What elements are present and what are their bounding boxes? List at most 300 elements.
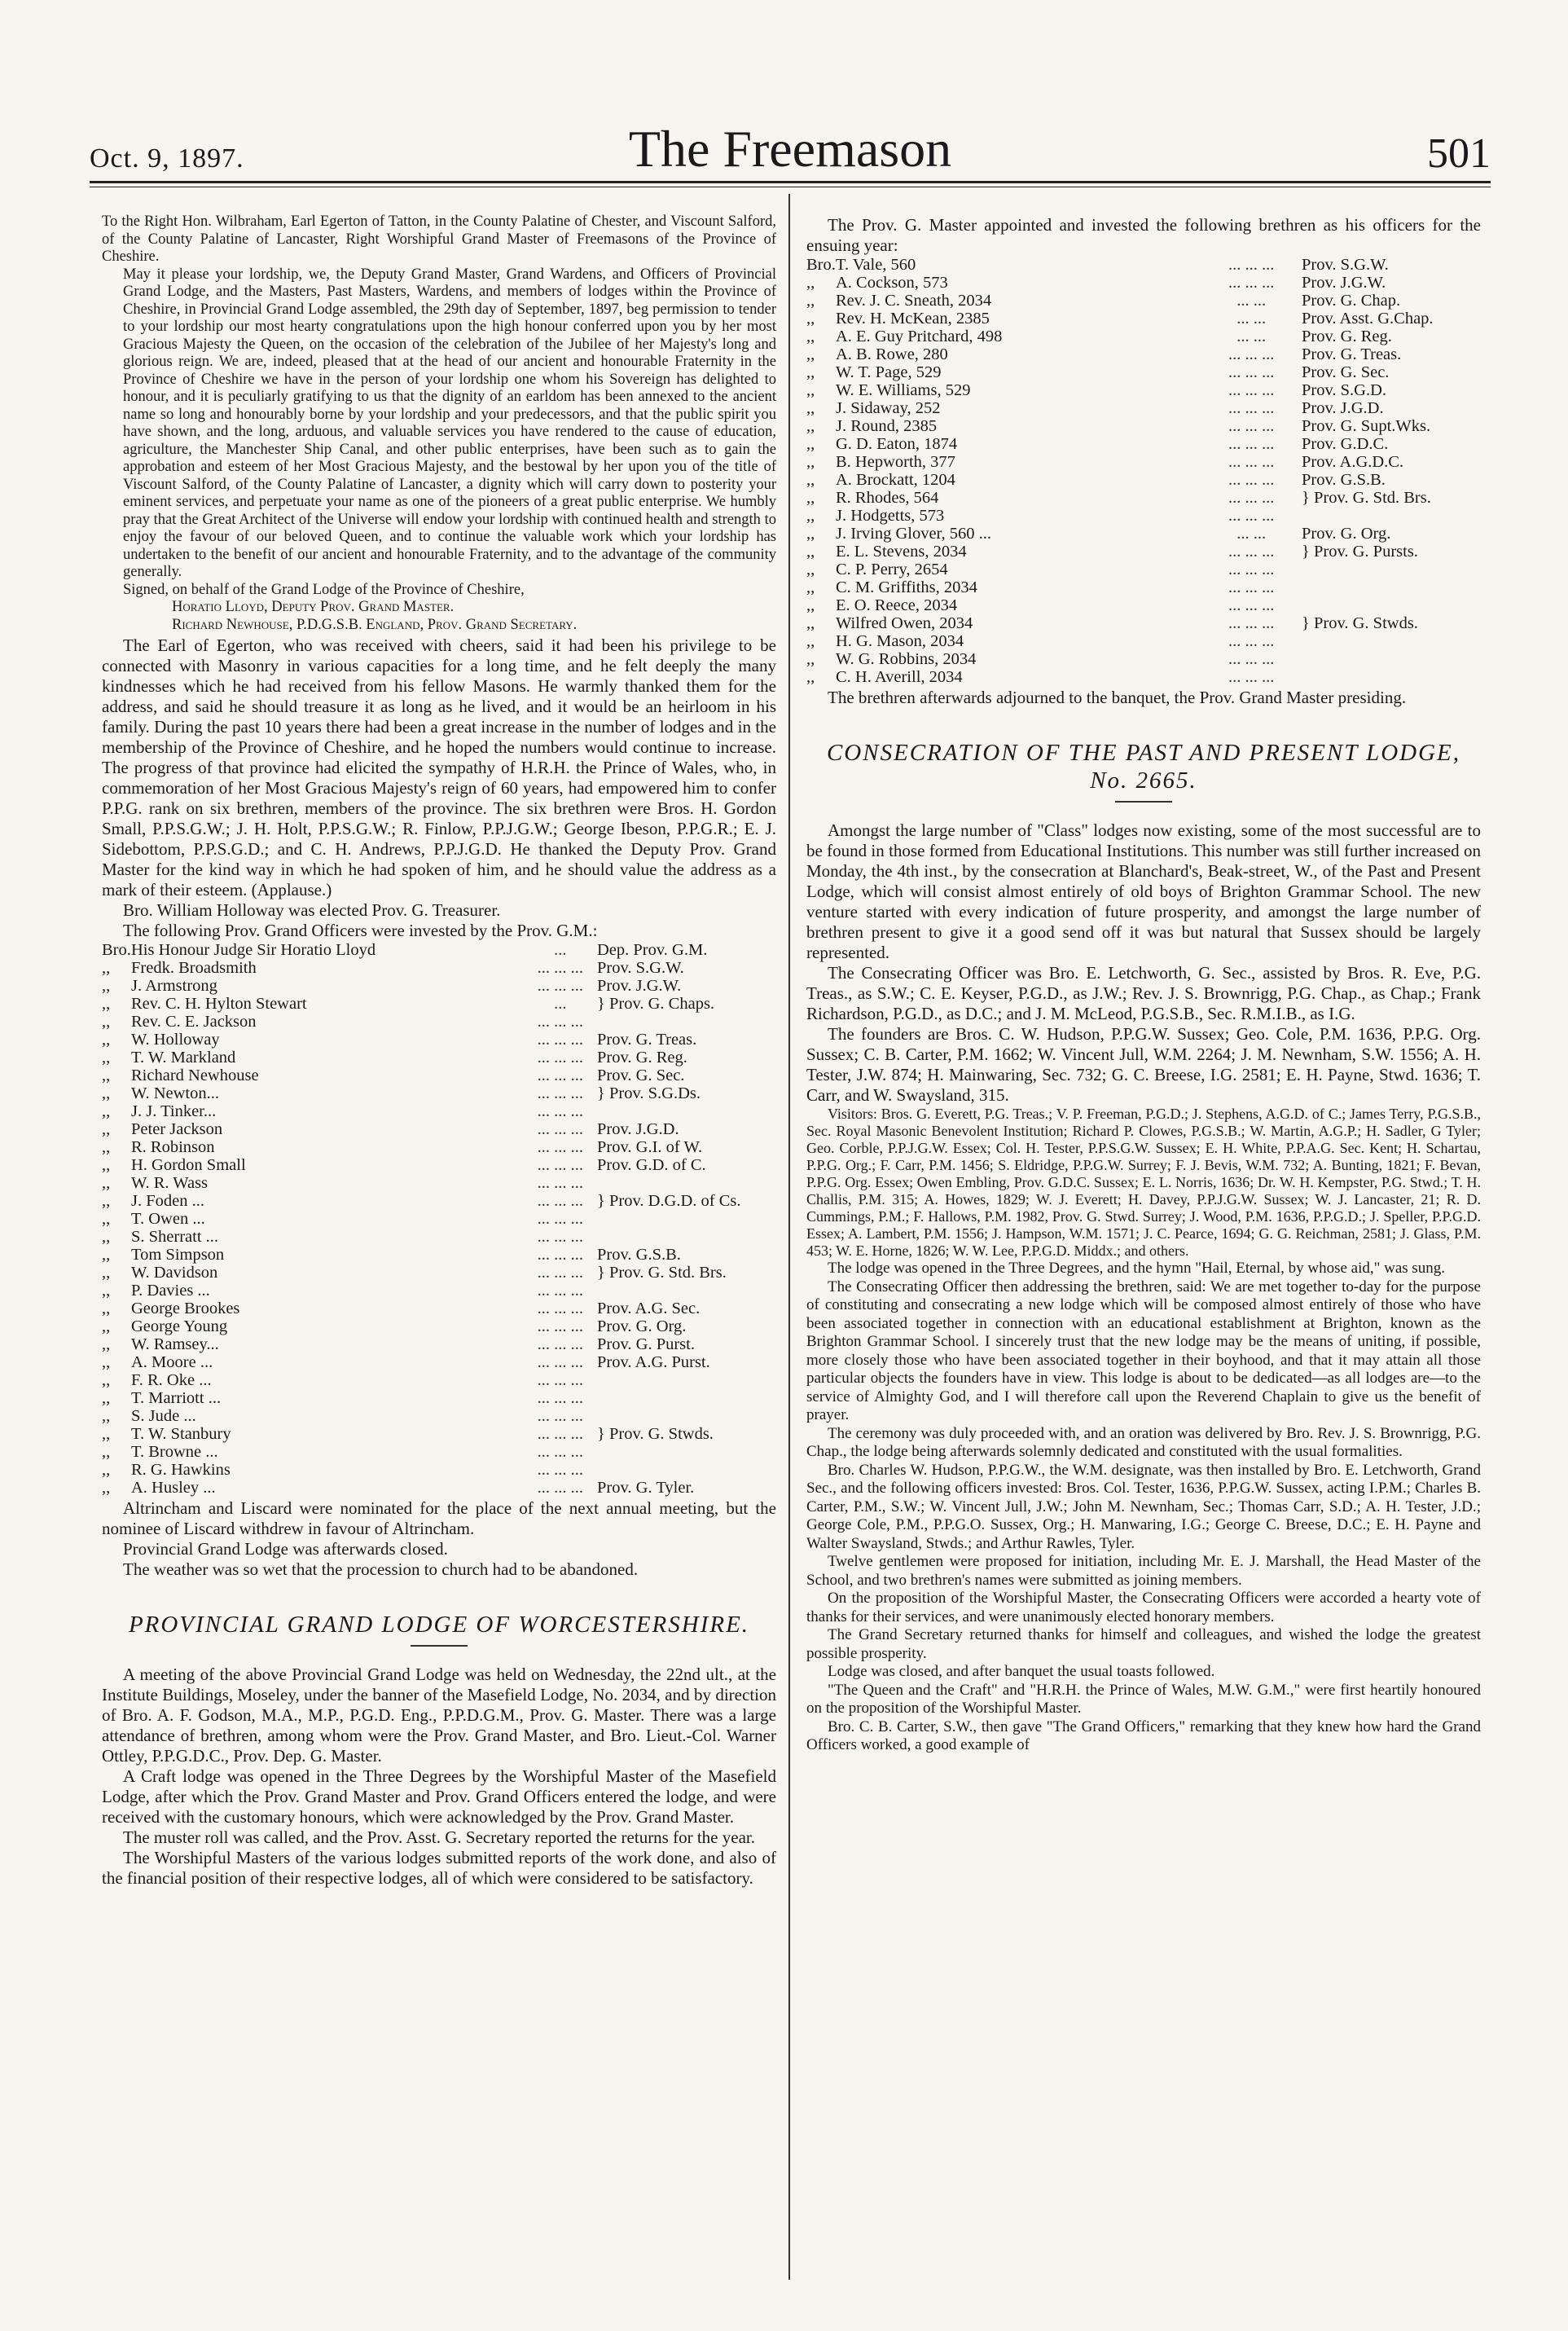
officer-prefix: ,, bbox=[102, 1049, 111, 1067]
officer-office bbox=[597, 1210, 776, 1228]
address-body: May it please your lordship, we, the Deputy Grand Master, Grand Wardens, and Officers of Provincial Grand Lodge, and the Masters, Past Masters, Wardens, and members of lodges within the Province of Cheshire, in Provincial Grand Lodge assembled, the 29th day of September, 1897, beg permission to tender to your lordship our most hearty congratulations upon the high honour conferred upon you by her most Gracious Majesty the Queen, on the occasion of the celebration of the Jubilee of her Majesty's long and glorious reign. We are, indeed, pleased that at the head of our ancient and honourable Fraternity in the Province of Cheshire we have in the person of your lordship one whom his Sovereign has delighted to honour, and it is peculiarly gratifying to us that the dignity of an earldom has been annexed to the ancient name so long and honourably borne by your lordship and your predecessors, and that the public spirit you have shown, and the long, arduous, and valuable services you have rendered to the cause of education, agriculture, the Manchester Ship Canal, and other public enterprises, have been such as to gain the approbation and esteem of her Most Gracious Majesty, and the bestowal by her upon you of the title of Viscount Salford, of the County Palatine of Lancaster, a dignity which will carry down to posterity your eminent services, and perpetuate your name as one of the pioneers of a great public enterprise. We humbly pray that the Great Architect of the Universe will endow your lordship with continued health and strength to enjoy the favour of our beloved Queen, and to continue the valuable work which your lordship has undertaken to the benefit of our ancient and honourable Fraternity, and to the advantage of the community generally. bbox=[123, 266, 776, 580]
paragraph: Altrincham and Liscard were nominated for the place of the next annual meeting, but the nominee of Liscard withdrew in favour of Altrincham. bbox=[102, 1498, 776, 1538]
officer-dots: ... ... ... bbox=[537, 1246, 583, 1264]
officer-office: } Prov. G. Stwds. bbox=[597, 1425, 714, 1443]
paragraph: On the proposition of the Worshipful Master, the Consecrating Officers were accorded a hearty vote of thanks for their services, and were unanimously elected honorary members. bbox=[806, 1590, 1481, 1625]
officer-office bbox=[597, 1371, 776, 1389]
officer-name: J. J. Tinker... bbox=[131, 1102, 217, 1120]
address-signatures bbox=[102, 582, 776, 635]
worcester-officers-table bbox=[806, 256, 1481, 686]
officer-row bbox=[806, 399, 1481, 417]
officer-row bbox=[806, 507, 1481, 525]
officer-prefix: ,, bbox=[102, 977, 111, 995]
officer-prefix: ,, bbox=[102, 1264, 111, 1282]
officer-office: Prov. J.G.W. bbox=[597, 977, 682, 995]
officer-office: Prov. J.G.D. bbox=[597, 1120, 679, 1138]
officer-office: Prov. G. Treas. bbox=[1302, 345, 1402, 363]
officer-prefix: ,, bbox=[102, 1174, 111, 1192]
officer-dots: ... ... ... bbox=[537, 1282, 583, 1300]
officer-name: C. M. Griffiths, 2034 bbox=[836, 578, 977, 596]
cheshire-address bbox=[102, 213, 776, 582]
paragraph: The lodge was opened in the Three Degrees, and the hymn "Hail, Eternal, by whose aid," was sung. bbox=[828, 1260, 1446, 1277]
officer-office: Prov. G.S.B. bbox=[1302, 471, 1386, 489]
officer-row bbox=[806, 614, 1481, 632]
officer-prefix: ,, bbox=[806, 399, 815, 417]
officer-name: S. Jude ... bbox=[131, 1407, 196, 1425]
officer-row bbox=[102, 1138, 776, 1156]
paragraph: Bro. C. B. Carter, S.W., then gave "The Grand Officers," remarking that they knew how hard the Grand Officers worked, a good example of bbox=[806, 1717, 1481, 1753]
officer-office: Prov. G.S.B. bbox=[597, 1246, 681, 1264]
officer-dots: ... ... ... bbox=[1228, 561, 1275, 578]
officer-prefix: ,, bbox=[102, 1246, 111, 1264]
officer-dots: ... ... bbox=[1236, 292, 1267, 310]
officer-name: T. Vale, 560 bbox=[836, 256, 916, 274]
officer-row bbox=[102, 1282, 776, 1300]
officer-row bbox=[102, 1443, 776, 1461]
officer-name: J. Irving Glover, 560 ... bbox=[836, 525, 992, 543]
officer-name: P. Davies ... bbox=[131, 1282, 210, 1300]
officer-dots: ... ... ... bbox=[537, 959, 583, 977]
officer-prefix: ,, bbox=[102, 1031, 111, 1049]
officer-office bbox=[1302, 561, 1481, 578]
officer-dots: ... bbox=[554, 995, 567, 1013]
issue-date: Oct. 9, 1897. bbox=[90, 143, 244, 174]
officer-row bbox=[806, 471, 1481, 489]
officer-office: } Prov. G. Std. Brs. bbox=[1302, 489, 1431, 507]
officer-office: Prov. G. Purst. bbox=[597, 1335, 695, 1353]
officer-name: B. Hepworth, 377 bbox=[836, 453, 955, 471]
officer-name: A. B. Rowe, 280 bbox=[836, 345, 948, 363]
officer-prefix: ,, bbox=[806, 525, 815, 543]
officer-dots: ... ... ... bbox=[537, 1479, 583, 1497]
officer-name: H. G. Mason, 2034 bbox=[836, 632, 964, 650]
officer-name: T. W. Stanbury bbox=[131, 1425, 231, 1443]
officer-prefix: ,, bbox=[102, 1407, 111, 1425]
officer-dots: ... ... bbox=[1236, 310, 1267, 328]
appointed-intro-block bbox=[806, 215, 1481, 256]
officer-dots: ... ... bbox=[1236, 328, 1267, 345]
paragraph: The Consecrating Officer then addressing the brethren, said: We are met together to-day for the purpose of constituting and consecrating a new lodge which will be composed almost entirely of those who have been associated together in connection with an educational establishment at Brighton, known as the Brighton Grammar School. I sincerely trust that the new lodge may be the means of uniting, if possible, more closely those who have been associated together in their boyhood, and that it may attain all those particular objects the founders have in view. This lodge is about to be dedicated—as all lodges are—to the service of Almighty God, and I will therefore call upon the Reverend Chaplain to give us the benefit of prayer. bbox=[806, 1278, 1481, 1423]
visitors-paragraph: Visitors: Bros. G. Everett, P.G. Treas.; V. P. Freeman, P.G.D.; J. Stephens, A.G.D. of C.; James Terry, P.G.S.B., Sec. Royal Masonic Benevolent Institution; Richard P. Clowes, P.G.S.B.; W. Martin, A.G.P.; H. Sadler, G Tyler; Geo. Corble, P.P.J.G.W. Essex; Col. H. Tester, P.P.S.G.W. Sussex; E. H. White, P.P.A.G. Sec. Kent; H. Schartau, P.P.G. Org.; F. Carr, P.M. 1456; S. Eldridge, P.P.G.W. Surrey; F. J. Bevis, W.M. 732; A. Bunting, 1821; F. Bevan, P.P.G. Org. Essex; Owen Embling, Prov. G.D.C. Sussex; E. L. Norris, 1636; Dr. W. H. Kempster, P.G. Stwd.; T. H. Challis, P.M. 315; A. Howes, 1829; W. J. Everett; H. Davey, P.P.J.G.W. Sussex; W. J. Lancaster, 21; R. D. Cummings, P.M.; F. Hallows, P.M. 1982, Prov. G. Stwd. Surrey; J. Wood, P.M. 1636, P.P.G.D.; J. Speller, P.P.G.D. Essex; A. Lambert, P.M. 1556; J. Hampson, W.M. 1571; J. C. Pearce, 1694; G. G. Reichman, 2581; J. Glass, P.M. 453; W. E. Horne, 1826; W. W. Lee, P.P.G.D. Middx.; and others. bbox=[806, 1106, 1481, 1259]
officer-name: Fredk. Broadsmith bbox=[131, 959, 257, 977]
worcester-report bbox=[102, 1665, 776, 1889]
officer-name: Rev. J. C. Sneath, 2034 bbox=[836, 292, 992, 310]
reply-section bbox=[102, 636, 776, 941]
officer-row bbox=[806, 650, 1481, 668]
officer-office: } Prov. G. Stwds. bbox=[1302, 614, 1418, 632]
officer-prefix: ,, bbox=[102, 995, 111, 1013]
officer-row bbox=[102, 1425, 776, 1443]
officer-row bbox=[806, 292, 1481, 310]
officer-dots: ... ... ... bbox=[1228, 543, 1275, 561]
officer-office: Prov. S.G.D. bbox=[1302, 381, 1387, 399]
officer-dots: ... ... ... bbox=[537, 1156, 583, 1174]
officer-office bbox=[597, 1102, 776, 1120]
officer-dots: ... ... ... bbox=[537, 1300, 583, 1317]
officer-row bbox=[102, 977, 776, 995]
signature-line: Horatio Lloyd, Deputy Prov. Grand Master. bbox=[172, 599, 455, 615]
officer-office bbox=[1302, 507, 1481, 525]
column-divider bbox=[788, 194, 790, 2280]
officer-name: W. Newton... bbox=[131, 1084, 219, 1102]
officer-name: E. L. Stevens, 2034 bbox=[836, 543, 967, 561]
officer-office: Prov. G. Supt.Wks. bbox=[1302, 417, 1431, 435]
officer-dots: ... ... ... bbox=[1228, 668, 1275, 686]
officer-row bbox=[806, 417, 1481, 435]
treasurer-note: Bro. William Holloway was elected Prov. G. Treasurer. bbox=[123, 900, 501, 920]
officer-prefix: ,, bbox=[806, 345, 815, 363]
officer-row bbox=[806, 543, 1481, 561]
officer-office: Prov. G. Org. bbox=[1302, 525, 1391, 543]
officer-row bbox=[102, 1246, 776, 1264]
officer-dots: ... ... ... bbox=[537, 1013, 583, 1031]
officer-row bbox=[806, 668, 1481, 686]
officer-dots: ... ... ... bbox=[537, 1425, 583, 1443]
officer-dots: ... ... ... bbox=[537, 1031, 583, 1049]
officer-office: Prov. S.G.W. bbox=[1302, 256, 1389, 274]
after-appointed bbox=[806, 688, 1481, 708]
officer-office bbox=[1302, 668, 1481, 686]
officer-prefix: ,, bbox=[806, 489, 815, 507]
paragraph: Lodge was closed, and after banquet the usual toasts followed. bbox=[828, 1663, 1215, 1680]
officer-office: } Prov. D.G.D. of Cs. bbox=[597, 1192, 741, 1210]
officer-row bbox=[806, 453, 1481, 471]
officer-prefix: ,, bbox=[102, 1084, 111, 1102]
officer-prefix: ,, bbox=[806, 561, 815, 578]
earl-reply: The Earl of Egerton, who was received with cheers, said it had been his privilege to be connected with Masonry in various capacities for a long time, and he felt deeply the many kindnesses which he had received from his fellow Masons. He warmly thanked them for the address, and said he should treasure it as long as he lived, and it would be an heirloom in his family. During the past 10 years there had been a great increase in the number of lodges and in the membership of the Province of Cheshire, and he hoped the numbers would continue to increase. The progress of that province had elicited the sympathy of H.R.H. the Prince of Wales, who, in commemoration of her Most Gracious Majesty's reign of 60 years, had empowered him to confer P.P.G. rank on six brethren, members of the province. The six brethren were Bros. H. Gordon Small, P.P.S.G.W.; J. H. Holt, P.P.S.G.W.; R. Finlow, P.P.J.G.W.; George Ibeson, P.P.G.R.; E. J. Sidebottom, P.P.S.G.D.; and C. H. Andrews, P.P.J.G.D. He thanked the Deputy Prov. Grand Master for the kind way in which he had spoken of him, and he should value the address as a mark of their esteem. (Applause.) bbox=[102, 636, 776, 899]
officer-name: C. H. Averill, 2034 bbox=[836, 668, 963, 686]
officer-prefix: ,, bbox=[102, 1282, 111, 1300]
officer-prefix: ,, bbox=[806, 543, 815, 561]
worcester-heading: PROVINCIAL GRAND LODGE OF WORCESTERSHIRE. bbox=[128, 1612, 750, 1638]
officer-prefix: ,, bbox=[102, 959, 111, 977]
officer-name: J. Foden ... bbox=[131, 1192, 204, 1210]
officer-dots: ... ... ... bbox=[1228, 650, 1275, 668]
officer-office bbox=[1302, 596, 1481, 614]
officer-row bbox=[102, 1353, 776, 1371]
officer-office: Prov. G.D.C. bbox=[1302, 435, 1389, 453]
officer-dots: ... ... ... bbox=[1228, 435, 1275, 453]
officer-row bbox=[806, 435, 1481, 453]
officer-prefix: ,, bbox=[102, 1156, 111, 1174]
officer-row bbox=[102, 1335, 776, 1353]
officer-row bbox=[102, 995, 776, 1013]
consecration-report bbox=[806, 820, 1481, 1106]
officer-dots: ... ... ... bbox=[537, 977, 583, 995]
paragraph: Amongst the large number of "Class" lodges now existing, some of the most successful are to be found in those formed from Educational Institutions. This number was still further increased on Monday, the 4th inst., by the consecration at Blanchard's, Beak-street, W., of the Past and Present Lodge, which will consist almost entirely of old boys of Brighton Grammar School. The new venture started with every indication of future prosperity, and amongst the large number of brethren present to give it a good send off it was but natural that Sussex should be largely represented. bbox=[806, 820, 1481, 962]
officer-office: Prov. G.I. of W. bbox=[597, 1138, 703, 1156]
officer-dots: ... ... bbox=[1236, 525, 1267, 543]
officer-office: Prov. A.G. Purst. bbox=[597, 1353, 710, 1371]
officer-name: Rev. C. H. Hylton Stewart bbox=[131, 995, 307, 1013]
officer-office: Prov. S.G.W. bbox=[597, 959, 684, 977]
officer-prefix: ,, bbox=[806, 363, 815, 381]
officer-office: Dep. Prov. G.M. bbox=[597, 941, 708, 959]
officer-dots: ... ... ... bbox=[537, 1174, 583, 1192]
signature-line: Signed, on behalf of the Grand Lodge of the Province of Cheshire, bbox=[123, 581, 525, 598]
officer-row bbox=[102, 1084, 776, 1102]
officer-dots: ... ... ... bbox=[1228, 274, 1275, 292]
officer-office bbox=[1302, 650, 1481, 668]
officer-office: Prov. G. Reg. bbox=[1302, 328, 1392, 345]
officer-office: Prov. J.G.D. bbox=[1302, 399, 1384, 417]
officer-prefix: ,, bbox=[806, 417, 815, 435]
officer-row bbox=[102, 1013, 776, 1031]
officer-name: E. O. Reece, 2034 bbox=[836, 596, 958, 614]
officer-dots: ... bbox=[554, 941, 567, 959]
officer-dots: ... ... ... bbox=[537, 1210, 583, 1228]
officer-dots: ... ... ... bbox=[537, 1264, 583, 1282]
officer-prefix: ,, bbox=[102, 1120, 111, 1138]
officer-office bbox=[597, 1461, 776, 1479]
officer-dots: ... ... ... bbox=[1228, 596, 1275, 614]
officer-row bbox=[102, 1317, 776, 1335]
officer-row bbox=[806, 274, 1481, 292]
officer-office bbox=[597, 1407, 776, 1425]
paragraph: The founders are Bros. C. W. Hudson, P.P.G.W. Sussex; Geo. Cole, P.M. 1636, P.P.G. Org. Sussex; C. B. Carter, P.M. 1662; W. Vincent Jull, W.M. 2264; J. M. Newnham, S.W. 1556; A. H. Tester, J.W. 874; H. Mainwaring, Sec. 732; G. C. Breese, I.G. 2581; E. H. Payne, Stwd. 1636; T. Carr, and W. Swaysland, 315. bbox=[806, 1024, 1481, 1105]
officers-intro: The following Prov. Grand Officers were invested by the Prov. G.M.: bbox=[123, 921, 598, 940]
officer-prefix: ,, bbox=[102, 1067, 111, 1084]
officer-row bbox=[102, 1407, 776, 1425]
officer-row bbox=[102, 1300, 776, 1317]
officer-row bbox=[102, 1371, 776, 1389]
heading-rule bbox=[1115, 801, 1172, 803]
appointed-intro: The Prov. G. Master appointed and invested the following brethren as his officers for the ensuing year: bbox=[806, 215, 1481, 255]
left-column bbox=[102, 213, 776, 1889]
officer-dots: ... ... ... bbox=[537, 1067, 583, 1084]
officer-office: Prov. G. Sec. bbox=[597, 1067, 685, 1084]
officer-office: Prov. A.G. Sec. bbox=[597, 1300, 701, 1317]
paragraph: The ceremony was duly proceeded with, and an oration was delivered by Bro. Rev. J. S. Brownrigg, P.G. Chap., the lodge being afterwards solemnly dedicated and constituted with the usual formalities. bbox=[806, 1424, 1481, 1460]
officer-row bbox=[102, 959, 776, 977]
officer-office bbox=[597, 1013, 776, 1031]
officer-name: A. Husley ... bbox=[131, 1479, 216, 1497]
visitors-list bbox=[806, 1106, 1481, 1260]
paragraph: Twelve gentlemen were proposed for initiation, including Mr. E. J. Marshall, the Head Master of the School, and two brethren's names were submitted as joining members. bbox=[806, 1553, 1481, 1589]
officer-prefix: ,, bbox=[102, 1013, 111, 1031]
officer-dots: ... ... ... bbox=[537, 1120, 583, 1138]
officer-dots: ... ... ... bbox=[1228, 417, 1275, 435]
officer-row bbox=[806, 363, 1481, 381]
officer-office: Prov. Asst. G.Chap. bbox=[1302, 310, 1434, 328]
officer-name: G. D. Eaton, 1874 bbox=[836, 435, 958, 453]
officer-row bbox=[806, 632, 1481, 650]
page-number: 501 bbox=[1427, 130, 1491, 177]
officer-row bbox=[102, 941, 776, 959]
officer-name: A. Cockson, 573 bbox=[836, 274, 948, 292]
officer-dots: ... ... ... bbox=[1228, 399, 1275, 417]
officer-office bbox=[1302, 632, 1481, 650]
officer-prefix: Bro. bbox=[102, 941, 131, 959]
officer-prefix: ,, bbox=[806, 507, 815, 525]
officer-row bbox=[102, 1389, 776, 1407]
officer-dots: ... ... ... bbox=[1228, 489, 1275, 507]
officer-name: W. T. Page, 529 bbox=[836, 363, 942, 381]
officer-office bbox=[597, 1443, 776, 1461]
officer-row bbox=[102, 1031, 776, 1049]
officer-prefix: ,, bbox=[102, 1443, 111, 1461]
officer-dots: ... ... ... bbox=[537, 1389, 583, 1407]
officer-row bbox=[806, 328, 1481, 345]
officer-dots: ... ... ... bbox=[537, 1102, 583, 1120]
officer-prefix: ,, bbox=[806, 578, 815, 596]
officer-name: Rev. C. E. Jackson bbox=[131, 1013, 257, 1031]
officer-prefix: ,, bbox=[806, 668, 815, 686]
officer-name: W. Davidson bbox=[131, 1264, 218, 1282]
officer-dots: ... ... ... bbox=[537, 1049, 583, 1067]
officer-office: Prov. G. Org. bbox=[597, 1317, 687, 1335]
officer-name: His Honour Judge Sir Horatio Lloyd bbox=[131, 941, 376, 959]
officer-prefix: ,, bbox=[102, 1479, 111, 1497]
officer-dots: ... ... ... bbox=[537, 1317, 583, 1335]
officer-name: George Brookes bbox=[131, 1300, 240, 1317]
officer-row bbox=[806, 381, 1481, 399]
officer-name: W. E. Williams, 529 bbox=[836, 381, 971, 399]
officer-dots: ... ... ... bbox=[1228, 578, 1275, 596]
officer-name: T. Owen ... bbox=[131, 1210, 205, 1228]
officer-prefix: ,, bbox=[102, 1138, 111, 1156]
officer-dots: ... ... ... bbox=[1228, 632, 1275, 650]
officer-row bbox=[102, 1479, 776, 1497]
paragraph: A meeting of the above Provincial Grand Lodge was held on Wednesday, the 22nd ult., at the Institute Buildings, Moseley, under the banner of the Masefield Lodge, No. 2034, and by direction of Bro. A. F. Godson, M.A., M.P., P.G.D. Eng., P.P.D.G.M., Prov. G. Master. There was a large attendance of brethren, among whom were the Prov. Grand Master, and Bro. Lieut.-Col. Warner Ottley, P.P.G.D.C., Prov. Dep. G. Master. bbox=[102, 1665, 776, 1766]
officer-name: A. E. Guy Pritchard, 498 bbox=[836, 328, 1003, 345]
officer-name: R. Rhodes, 564 bbox=[836, 489, 939, 507]
officer-name: Peter Jackson bbox=[131, 1120, 223, 1138]
officer-office bbox=[597, 1282, 776, 1300]
officer-office bbox=[597, 1174, 776, 1192]
officer-prefix: ,, bbox=[102, 1300, 111, 1317]
officer-prefix: ,, bbox=[806, 614, 815, 632]
officer-name: George Young bbox=[131, 1317, 228, 1335]
officer-prefix: ,, bbox=[806, 596, 815, 614]
masthead-rule-thick bbox=[90, 181, 1491, 183]
officer-office: } Prov. G. Pursts. bbox=[1302, 543, 1418, 561]
officer-prefix: ,, bbox=[102, 1228, 111, 1246]
officer-dots: ... ... ... bbox=[537, 1228, 583, 1246]
officer-row bbox=[806, 310, 1481, 328]
officer-prefix: ,, bbox=[102, 1353, 111, 1371]
consecration-heading: CONSECRATION OF THE PAST AND PRESENT LODGE, No. 2665. bbox=[826, 740, 1461, 794]
officer-dots: ... ... ... bbox=[537, 1084, 583, 1102]
officer-row bbox=[806, 489, 1481, 507]
officer-row bbox=[102, 1067, 776, 1084]
paragraph: "The Queen and the Craft" and "H.R.H. the Prince of Wales, M.W. G.M.," were first heartily honoured on the proposition of the Worshipful Master. bbox=[806, 1681, 1481, 1717]
officer-row bbox=[806, 525, 1481, 543]
officer-dots: ... ... ... bbox=[1228, 453, 1275, 471]
cheshire-officers-table bbox=[102, 941, 776, 1497]
officer-row bbox=[102, 1461, 776, 1479]
officer-prefix: ,, bbox=[102, 1335, 111, 1353]
right-column bbox=[806, 213, 1481, 1755]
address-salutation: To the Right Hon. Wilbraham, Earl Egerton of Tatton, in the County Palatine of Chester, and Viscount Salford, of the County Palatine of Lancaster, Right Worshipful Grand Master of Freemasons of the Province of Cheshire. bbox=[102, 213, 776, 265]
officer-name: A. Brockatt, 1204 bbox=[836, 471, 955, 489]
officer-prefix: ,, bbox=[102, 1371, 111, 1389]
officer-name: T. W. Markland bbox=[131, 1049, 236, 1067]
officer-row bbox=[102, 1174, 776, 1192]
paragraph: The Worshipful Masters of the various lodges submitted reports of the work done, and also of the financial position of their respective lodges, all of which were considered to be satisfactory. bbox=[102, 1848, 776, 1888]
officer-row bbox=[806, 256, 1481, 274]
officer-prefix: ,, bbox=[102, 1192, 111, 1210]
officer-office: Prov. G.D. of C. bbox=[597, 1156, 706, 1174]
officer-name: J. Round, 2385 bbox=[836, 417, 938, 435]
heading-rule bbox=[411, 1645, 468, 1647]
paragraph: Bro. Charles W. Hudson, P.P.G.W., the W.M. designate, was then installed by Bro. E. Letchworth, Grand Sec., and the following officers invested: Bros. Col. Tester, 1636, P.P.G.W. Sussex, acting I.P.M.; Charles B. Carter, P.M., S.W.; W. Vincent Jull, J.W.; John M. Newnham, Sec.; Thomas Carr, S.D.; A. H. Tester, J.D.; George Cole, P.M., P.P.G.O. Sussex, Org.; H. Manwaring, I.G.; George C. Breese, D.C.; E. H. Payne and Walter Swaysland, Stwds.; and Arthur Rawles, Tyler. bbox=[806, 1461, 1481, 1552]
officer-dots: ... ... ... bbox=[537, 1335, 583, 1353]
officer-dots: ... ... ... bbox=[537, 1353, 583, 1371]
after-officers bbox=[102, 1498, 776, 1580]
officer-dots: ... ... ... bbox=[1228, 363, 1275, 381]
publication-title: The Freemason bbox=[628, 120, 952, 178]
consecration-continued bbox=[806, 1260, 1481, 1755]
officer-prefix: ,, bbox=[806, 381, 815, 399]
officer-office: Prov. G. Tyler. bbox=[597, 1479, 695, 1497]
officer-prefix: ,, bbox=[806, 453, 815, 471]
officer-dots: ... ... ... bbox=[537, 1138, 583, 1156]
officer-prefix: ,, bbox=[806, 632, 815, 650]
officer-row bbox=[102, 1210, 776, 1228]
paragraph: The Consecrating Officer was Bro. E. Letchworth, G. Sec., assisted by Bros. R. Eve, P.G. Treas., as S.W.; C. E. Keyser, P.G.D., as J.W.; Rev. J. S. Brownrigg, P.G. Chap., as Chap.; Frank Richardson, P.G.D., as D.C.; and J. M. McLeod, P.G.S.B., Sec. R.M.I.B., as I.G. bbox=[806, 963, 1481, 1023]
officer-name: Wilfred Owen, 2034 bbox=[836, 614, 973, 632]
officer-row bbox=[102, 1264, 776, 1282]
officer-name: C. P. Perry, 2654 bbox=[836, 561, 948, 578]
officer-prefix: ,, bbox=[102, 1210, 111, 1228]
officer-name: W. G. Robbins, 2034 bbox=[836, 650, 977, 668]
officer-name: A. Moore ... bbox=[131, 1353, 213, 1371]
officer-prefix: ,, bbox=[806, 328, 815, 345]
paragraph: The muster roll was called, and the Prov. Asst. G. Secretary reported the returns for the year. bbox=[123, 1827, 755, 1847]
officer-name: S. Sherratt ... bbox=[131, 1228, 219, 1246]
officer-office: } Prov. G. Std. Brs. bbox=[597, 1264, 727, 1282]
officer-office: Prov. G. Reg. bbox=[597, 1049, 687, 1067]
officer-prefix: ,, bbox=[102, 1389, 111, 1407]
officer-name: T. Browne ... bbox=[131, 1443, 218, 1461]
officer-name: Richard Newhouse bbox=[131, 1067, 259, 1084]
officer-prefix: ,, bbox=[806, 292, 815, 310]
officer-office: Prov. G. Sec. bbox=[1302, 363, 1390, 381]
officer-dots: ... ... ... bbox=[537, 1443, 583, 1461]
officer-name: W. Ramsey... bbox=[131, 1335, 219, 1353]
officer-name: F. R. Oke ... bbox=[131, 1371, 212, 1389]
officer-row bbox=[102, 1228, 776, 1246]
officer-prefix: Bro. bbox=[806, 256, 836, 274]
officer-office: } Prov. G. Chaps. bbox=[597, 995, 715, 1013]
officer-name: R. Robinson bbox=[131, 1138, 215, 1156]
paragraph: The Grand Secretary returned thanks for himself and colleagues, and wished the lodge the greatest possible prosperity. bbox=[806, 1626, 1481, 1662]
officer-row bbox=[102, 1120, 776, 1138]
officer-row bbox=[102, 1102, 776, 1120]
officer-dots: ... ... ... bbox=[537, 1371, 583, 1389]
officer-prefix: ,, bbox=[806, 435, 815, 453]
officer-dots: ... ... ... bbox=[1228, 507, 1275, 525]
officer-row bbox=[806, 596, 1481, 614]
masthead bbox=[90, 122, 1491, 179]
officer-prefix: ,, bbox=[806, 274, 815, 292]
paragraph: A Craft lodge was opened in the Three Degrees by the Worshipful Master of the Masefield Lodge, after which the Prov. Grand Master and Prov. Grand Officers entered the lodge, and were received with the customary honours, which were acknowledged by the Prov. Grand Master. bbox=[102, 1766, 776, 1827]
officer-name: Rev. H. McKean, 2385 bbox=[836, 310, 990, 328]
officer-dots: ... ... ... bbox=[1228, 345, 1275, 363]
officer-name: J. Hodgetts, 573 bbox=[836, 507, 945, 525]
officer-office: } Prov. S.G.Ds. bbox=[597, 1084, 701, 1102]
officer-prefix: ,, bbox=[102, 1102, 111, 1120]
officer-row bbox=[102, 1156, 776, 1174]
officer-office bbox=[597, 1389, 776, 1407]
officer-office: Prov. G. Chap. bbox=[1302, 292, 1401, 310]
signature-line: Richard Newhouse, P.D.G.S.B. England, Prov. Grand Secretary. bbox=[172, 616, 578, 633]
officer-office bbox=[1302, 578, 1481, 596]
officer-name: R. G. Hawkins bbox=[131, 1461, 231, 1479]
paragraph: Provincial Grand Lodge was afterwards closed. bbox=[123, 1539, 448, 1559]
officer-dots: ... ... ... bbox=[537, 1407, 583, 1425]
